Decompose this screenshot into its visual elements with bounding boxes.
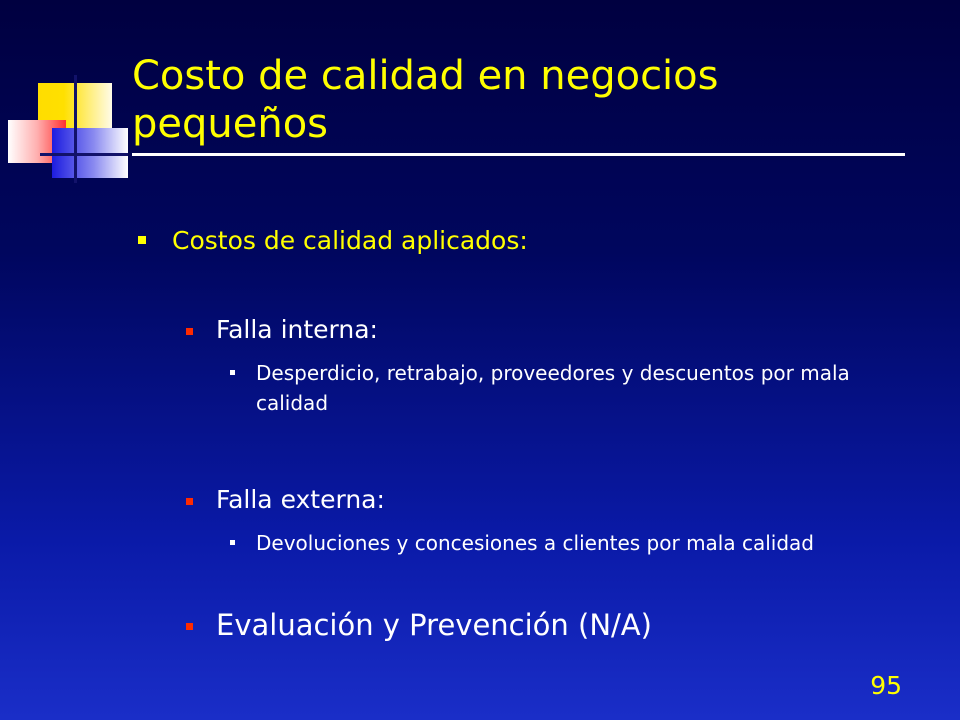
bullet-falla-interna-detalle xyxy=(230,358,896,418)
square-bullet-icon xyxy=(186,623,193,630)
bullet-text: Falla externa: xyxy=(216,485,385,514)
bullet-evaluacion-prevencion xyxy=(186,605,652,645)
bullet-falla-interna xyxy=(186,313,378,347)
square-bullet-icon xyxy=(230,540,235,545)
page-number: 95 xyxy=(870,671,902,700)
bullet-falla-externa xyxy=(186,483,385,517)
title-underline xyxy=(132,153,905,156)
logo-horizontal-line xyxy=(40,153,128,156)
square-bullet-icon xyxy=(138,236,146,244)
square-bullet-icon xyxy=(186,328,193,335)
square-bullet-icon xyxy=(230,370,235,375)
slide-logo-decoration xyxy=(0,0,140,190)
logo-vertical-line xyxy=(74,75,77,183)
bullet-text: Falla interna: xyxy=(216,315,378,344)
bullet-text: Costos de calidad aplicados: xyxy=(172,226,528,255)
bullet-costos-aplicados xyxy=(138,224,528,258)
bullet-text: Desperdicio, retrabajo, proveedores y descuentos por mala calidad xyxy=(256,361,850,415)
square-bullet-icon xyxy=(186,498,193,505)
bullet-falla-externa-detalle xyxy=(230,528,896,558)
bullet-text: Evaluación y Prevención (N/A) xyxy=(216,608,652,642)
bullet-text: Devoluciones y concesiones a clientes por mala calidad xyxy=(256,531,814,555)
slide-title: Costo de calidad en negocios pequeños xyxy=(132,53,719,147)
